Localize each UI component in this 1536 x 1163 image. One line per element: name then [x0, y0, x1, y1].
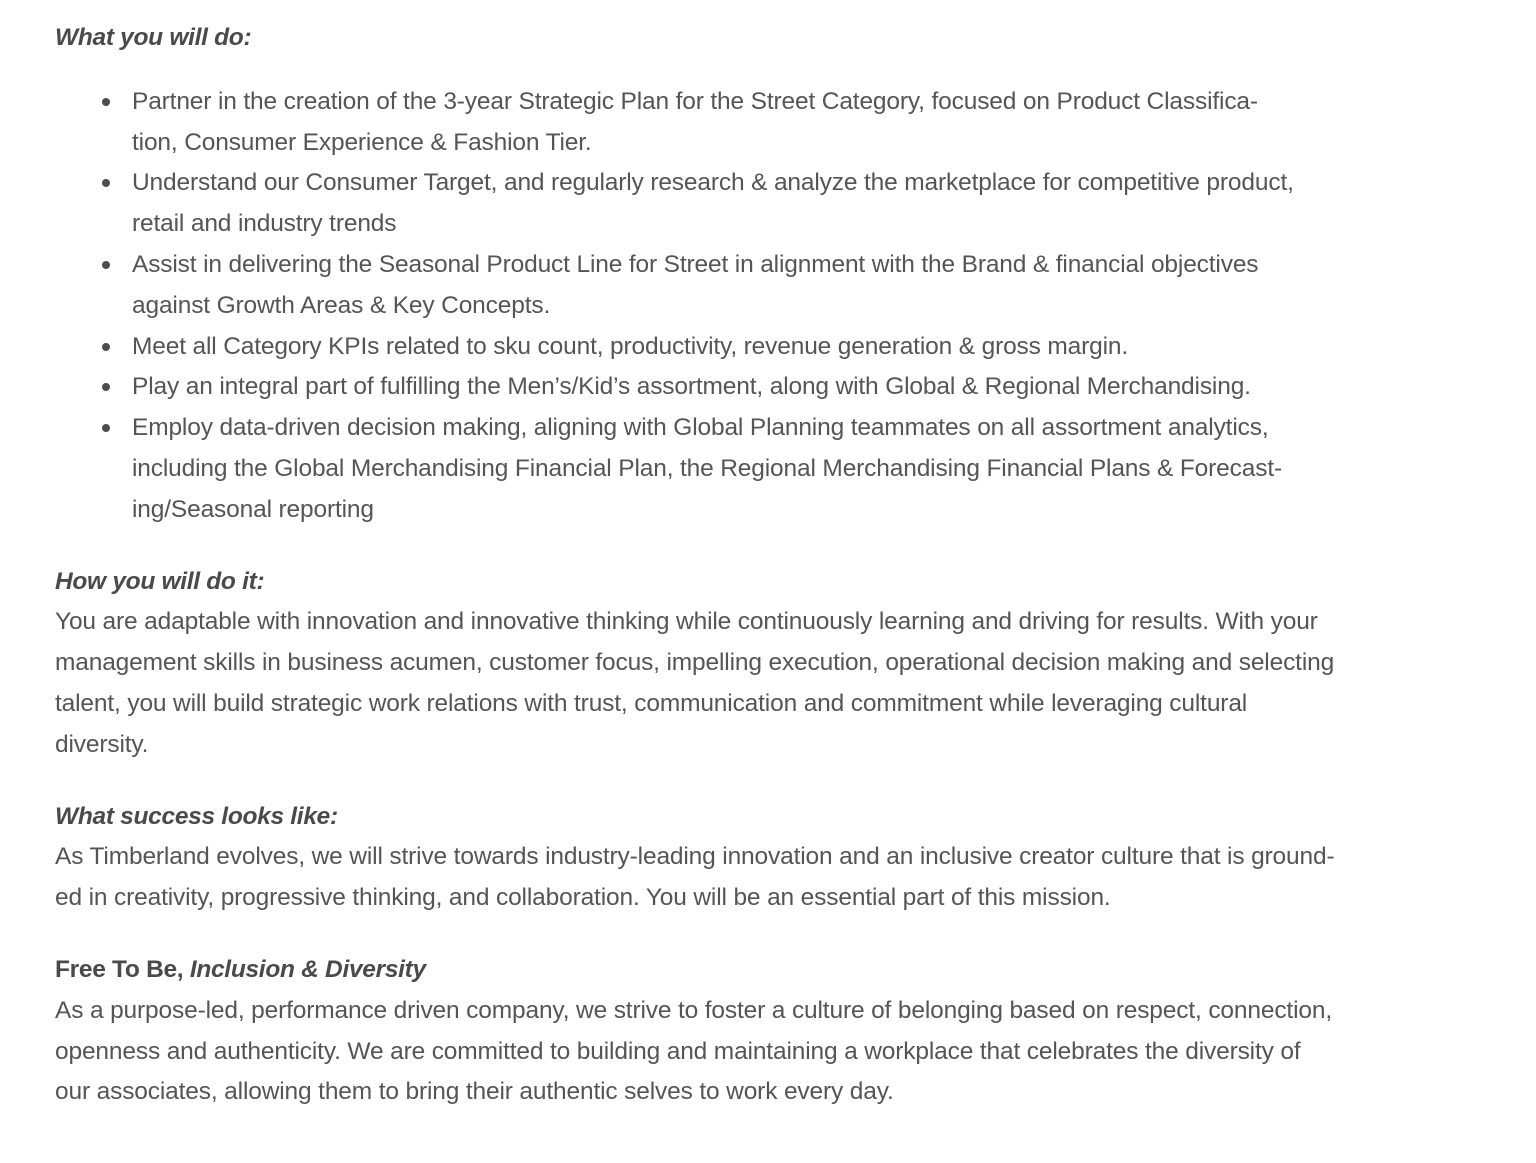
bullet-icon	[102, 98, 110, 106]
section-heading: What you will do:	[55, 24, 252, 51]
section-heading: How you will do it:	[55, 567, 265, 595]
list-item	[55, 82, 1525, 164]
list-item-text: Employ data-driven decision making, aligning with Global Planning teammates on all assortment analytics,	[132, 414, 1269, 442]
bullet-icon	[102, 179, 110, 187]
paragraph-line: diversity.	[55, 730, 149, 758]
list-item-text: tion, Consumer Experience & Fashion Tier.	[132, 128, 592, 156]
list-item-text: Assist in delivering the Seasonal Product Line for Street in alignment with the Brand & financial objectives	[132, 250, 1259, 278]
list-item-text: Meet all Category KPIs related to sku count, productivity, revenue generation & gross margin.	[132, 332, 1129, 360]
responsibilities-list	[55, 82, 1525, 531]
list-item	[55, 245, 1525, 327]
paragraph-line: management skills in business acumen, customer focus, impelling execution, operational decision making and selecting	[55, 649, 1335, 677]
list-item-text: Play an integral part of fulfilling the Men’s/Kid’s assortment, along with Global & Regional Merchandising.	[132, 373, 1251, 401]
bullet-icon	[102, 383, 110, 391]
section-free-to-be	[55, 950, 1525, 1113]
bullet-icon	[102, 261, 110, 269]
section-heading	[55, 950, 1525, 991]
list-item-text: Partner in the creation of the 3-year Strategic Plan for the Street Category, focused on Product Classifica-	[132, 87, 1258, 115]
paragraph-line: As a purpose-led, performance driven company, we strive to foster a culture of belonging based on respect, connection,	[55, 996, 1332, 1024]
section-what-you-will-do	[55, 18, 1525, 531]
list-item	[55, 163, 1525, 245]
list-item-text: including the Global Merchandising Financial Plan, the Regional Merchandising Financial Plans & Forecast-	[132, 454, 1282, 482]
list-item-text: against Growth Areas & Key Concepts.	[132, 291, 551, 319]
paragraph-line: As Timberland evolves, we will strive towards industry-leading innovation and an inclusive creator culture that is ground-	[55, 843, 1335, 871]
paragraph-line: our associates, allowing them to bring their authentic selves to work every day.	[55, 1078, 894, 1106]
bullet-icon	[102, 424, 110, 432]
list-item-text: Understand our Consumer Target, and regularly research & analyze the marketplace for competitive product,	[132, 169, 1294, 197]
list-item	[55, 327, 1525, 368]
paragraph-line: talent, you will build strategic work relations with trust, communication and commitment while leveraging cultural	[55, 689, 1248, 717]
list-item	[55, 408, 1525, 530]
list-item-text: ing/Seasonal reporting	[132, 495, 374, 523]
section-heading: What success looks like:	[55, 802, 338, 830]
paragraph-line: openness and authenticity. We are committed to building and maintaining a workplace that celebrates the diversity of	[55, 1037, 1301, 1065]
paragraph-line: ed in creativity, progressive thinking, and collaboration. You will be an essential part of this mission.	[55, 884, 1111, 912]
section-how-you-will-do-it	[55, 562, 1525, 766]
list-item-text: retail and industry trends	[132, 210, 397, 238]
job-description-document	[55, 18, 1525, 1113]
list-item	[55, 367, 1525, 408]
heading-plain-part: Free To Be,	[55, 955, 190, 983]
section-what-success-looks-like	[55, 797, 1525, 919]
paragraph-line: You are adaptable with innovation and innovative thinking while continuously learning and driving for results. With your	[55, 608, 1318, 636]
heading-italic-part: Inclusion & Diversity	[189, 955, 426, 983]
bullet-icon	[102, 343, 110, 351]
